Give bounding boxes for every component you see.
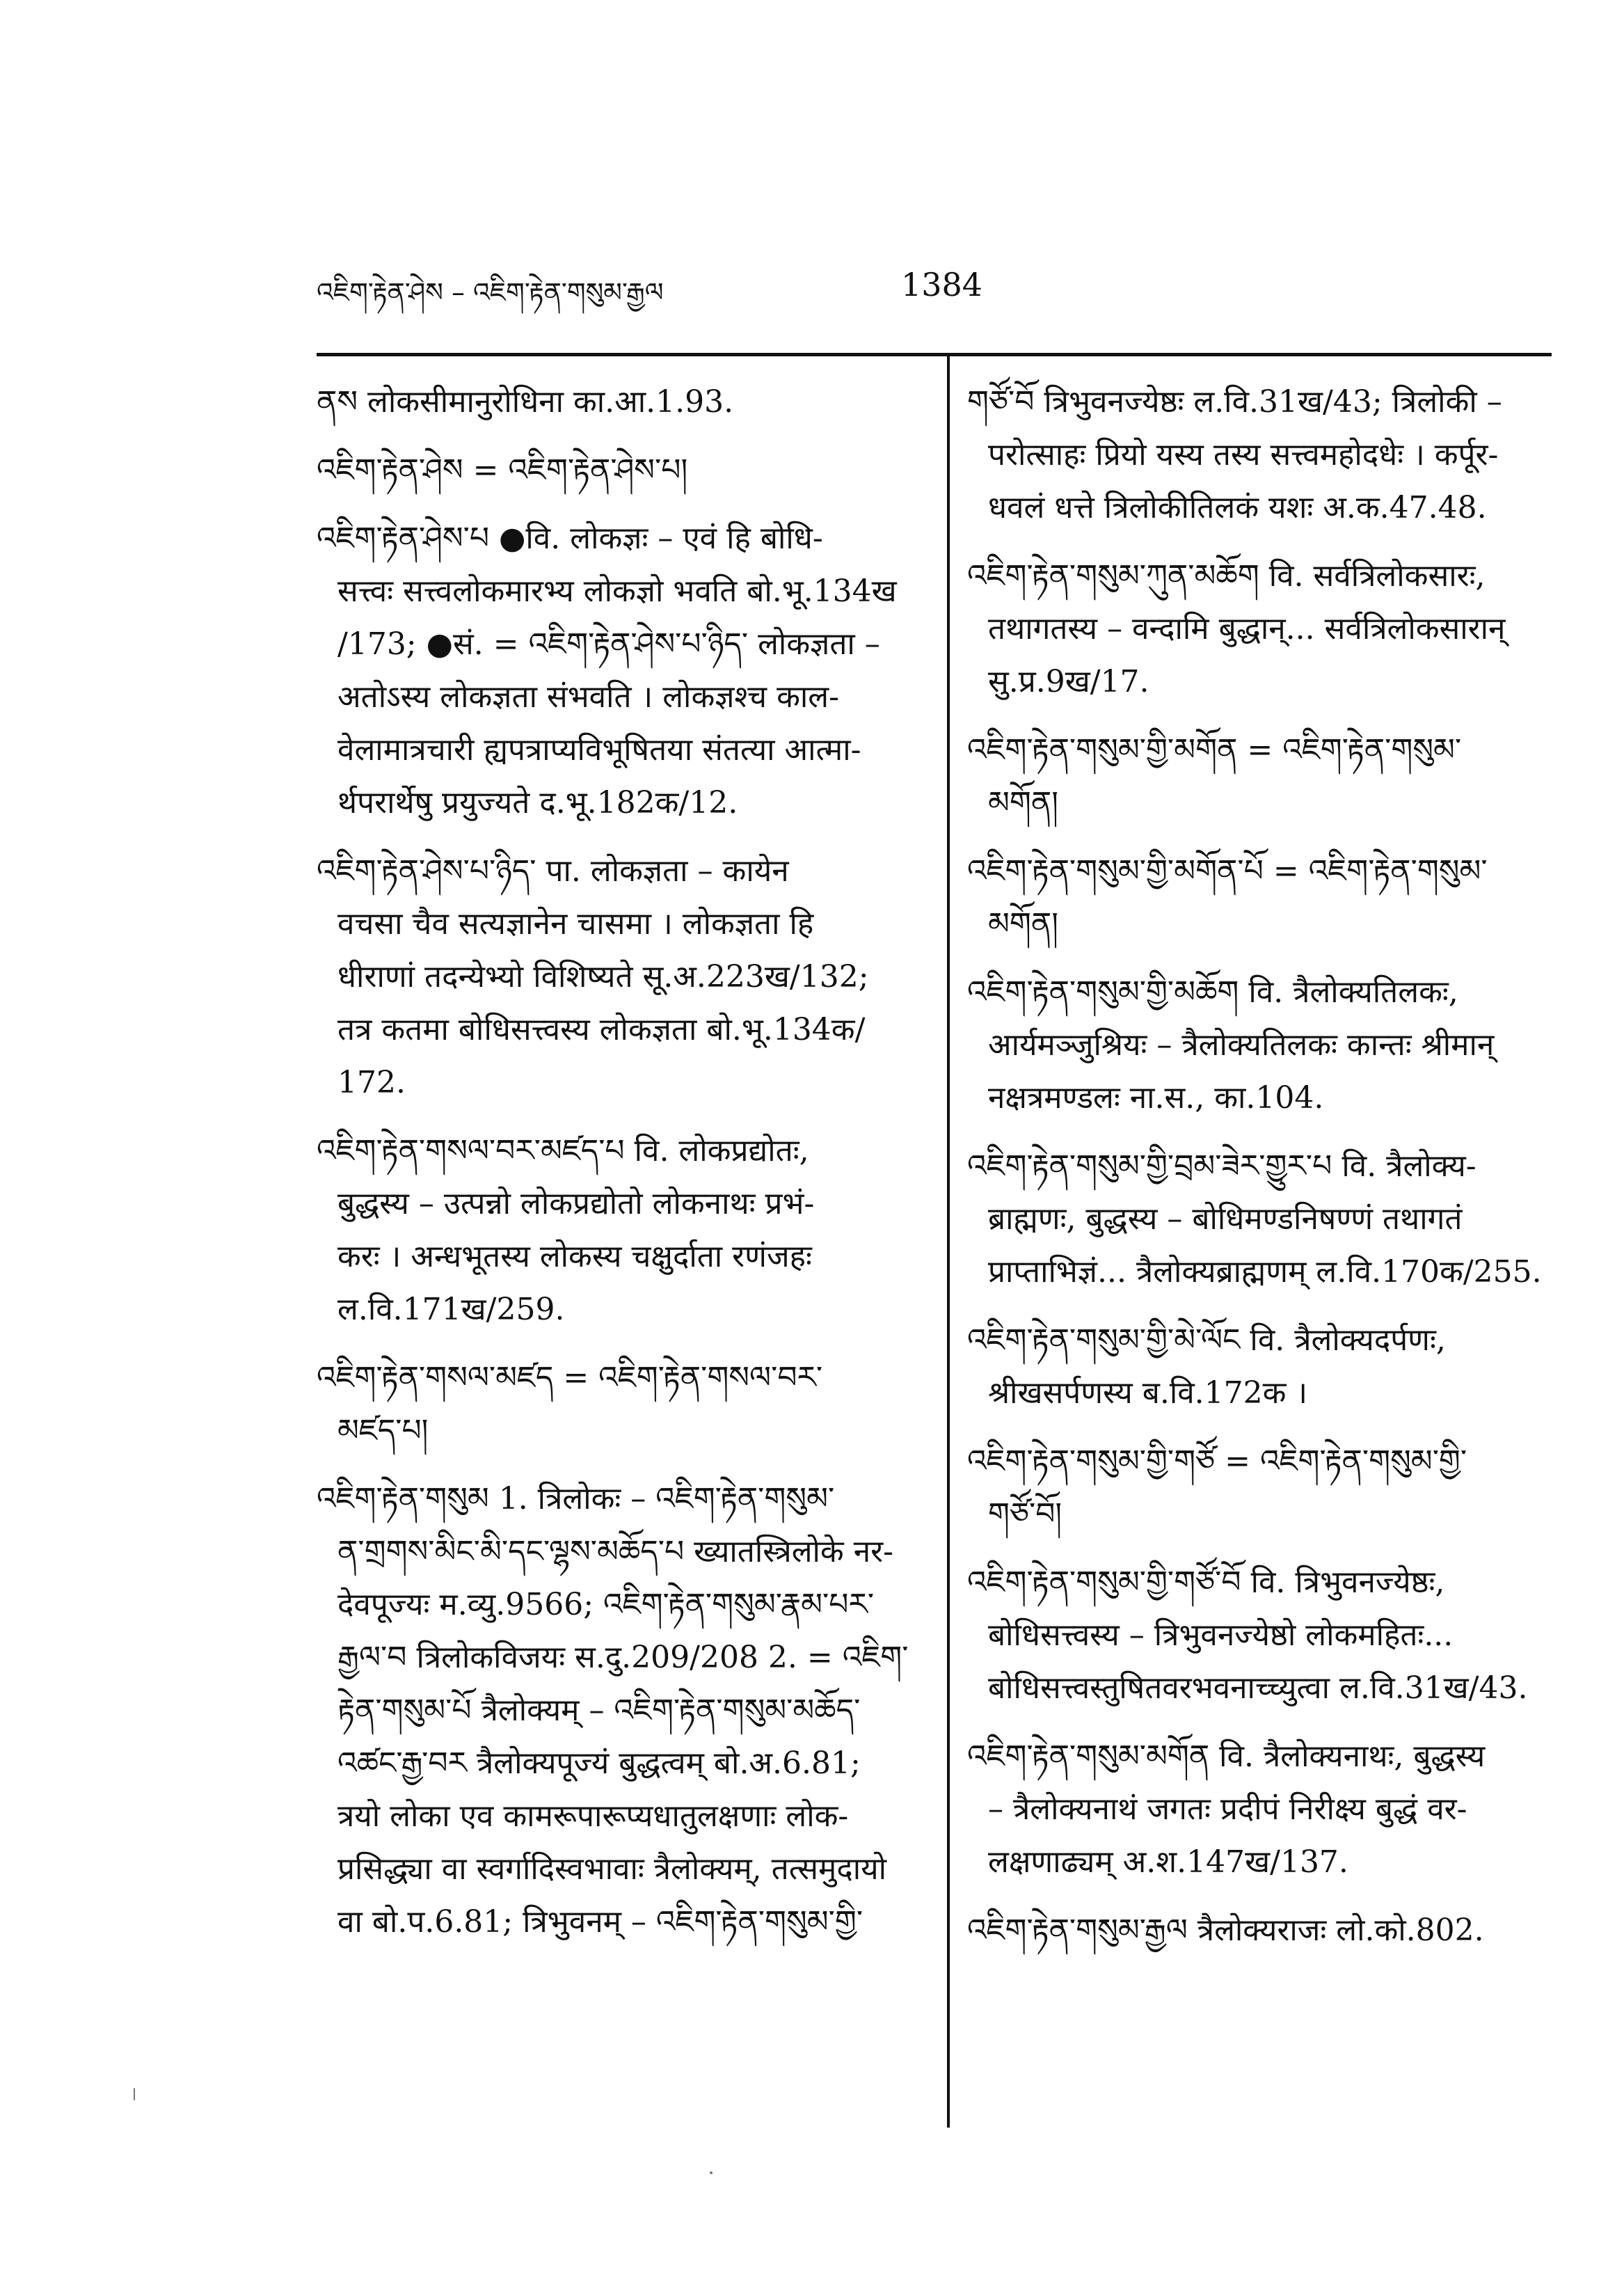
entry-text-line: མཛད་པ། (337, 1413, 429, 1448)
dictionary-entry (967, 1314, 1559, 1420)
entry-text-line: बोधिसत्त्वस्तुषितवरभवनाच्च्युत्वा ल.वि.31ख/43. (988, 1670, 1528, 1706)
entry-text-line: མགོན། (988, 785, 1058, 821)
entry-text-line: /173; ●सं. = འཇིག་རྟེན་ཤེས་པ་ཉིད་ लोकज्ञता – (337, 626, 880, 662)
entry-headword-line: འཇིག་རྟེན་གསུམ་གྱི་མེ་ལོང वि. त्रैलोक्यदर्पणः, (967, 1322, 1446, 1358)
dictionary-entry (967, 1140, 1559, 1299)
entry-headword-line: འཇིག་རྟེན་གསལ་བར་མཛད་པ वि. लोकप्रद्योतः, (317, 1133, 809, 1169)
entry-headword-line: འཇིག་རྟེན་གསུམ་གྱི་གཙོ = འཇིག་རྟེན་གསུམ་གྱི་ (967, 1443, 1467, 1479)
entry-headword-line: འཇིག་རྟེན་ཤེས་པ་ཉིད་ पा. लोकज्ञता – कायेन (317, 853, 789, 889)
entry-text-line: त्रयो लोका एव कामरूपारूप्यधातुलक्षणाः लोक- (337, 1798, 849, 1834)
right-column (967, 376, 1559, 1972)
dictionary-entry (317, 376, 915, 429)
entry-text-line: གཙོ་བོ། (988, 1496, 1062, 1532)
entry-headword-line: འཇིག་རྟེན་གསུམ་རྒྱལ त्रैलोक्यराजः लो.को.802. (967, 1913, 1484, 1948)
dictionary-entry (967, 1730, 1559, 1889)
dictionary-entry (317, 1125, 915, 1336)
entry-headword-line: འཇིག་རྟེན་གསུམ 1. त्रिलोकः – འཇིག་རྟེན་གསུམ་ (317, 1481, 835, 1517)
dictionary-entry (967, 376, 1559, 535)
entry-headword-line: འཇིག་རྟེན་གསུམ་གྱི་མགོན་པོ = འཇིག་རྟེན་གསུམ་ (967, 853, 1488, 889)
entry-text-line: देवपूज्यः म.व्यु.9566; འཇིག་རྟེན་གསུམ་རྣམ་པར་ (337, 1587, 875, 1622)
scan-speck (134, 2088, 135, 2100)
dictionary-entry (317, 444, 915, 497)
entry-text-line: प्राप्ताभिज्ञं... त्रैलोक्यब्राह्मणम् ल.वि.170क/255. (988, 1254, 1542, 1290)
entry-text-line: र्थपरार्थेषु प्रयुज्यते द.भू.182क/12. (337, 785, 738, 821)
entry-text-line: ब्राह्मणः, बुद्धस्य – बोधिमण्डनिषण्णं तथागतं (988, 1201, 1463, 1237)
entry-text-line: རྟེན་གསུམ་པོ त्रैलोक्यम् – འཇིག་རྟེན་གསུམ་མཆོད་ (337, 1693, 861, 1728)
entry-text-line: अतोऽस्य लोकज्ञता संभवति । लोकज्ञश्च काल- (337, 679, 839, 715)
entry-text-line: འཚང་རྒྱ་བར त्रैलोक्यपूज्यं बुद्धत्वम् बो.अ.6.81; (337, 1745, 861, 1781)
dictionary-entry (967, 1435, 1559, 1541)
entry-text-line: बोधिसत्त्वस्य – त्रिभुवनज्येष्ठो लोकमहितः... (988, 1617, 1454, 1653)
entry-headword-line: འཇིག་རྟེན་ཤེས = འཇིག་རྟེན་ཤེས་པ། (317, 452, 688, 488)
dictionary-entry (317, 1473, 915, 1949)
dictionary-entry (967, 966, 1559, 1125)
entry-text-line: तत्र कतमा बोधिसत्त्वस्य लोकज्ञता बो.भू.134क/ (337, 1012, 866, 1047)
scan-speck (710, 2171, 713, 2174)
column-divider (947, 356, 950, 2128)
entry-text-line: རྒྱལ་བ त्रिलोकविजयः स.दु.209/208 2. = འཇིག་ (337, 1640, 909, 1675)
running-header: འཇིག་རྟེན་ཤེས – འཇིག་རྟེན་གསུམ་རྒྱལ (317, 277, 664, 308)
entry-text-line: 172. (337, 1065, 406, 1100)
entry-text-line: – त्रैलोक्यनाथं जगतः प्रदीपं निरीक्ष्य बुद्धं वर- (988, 1791, 1467, 1827)
dictionary-entry (317, 512, 915, 830)
entry-text-line: आर्यमञ्जुश्रियः – त्रैलोक्यतिलकः कान्तः श्रीमान् (988, 1027, 1495, 1063)
entry-headword-line: འཇིག་རྟེན་གསུམ་གྱི་མཆོག वि. त्रैलोक्यतिलकः, (967, 974, 1458, 1010)
entry-text-line: करः । अन्धभूतस्य लोकस्य चक्षुर्दाता रणंजहः (337, 1239, 812, 1274)
entry-text-line: सत्त्वः सत्त्वलोकमारभ्य लोकज्ञो भवति बो.भू.134ख (337, 573, 897, 609)
entry-headword-line: འཇིག་རྟེན་ཤེས་པ ●वि. लोकज्ञः – एवं हि बोधि- (317, 521, 823, 556)
header-rule (317, 353, 1552, 356)
entry-text-line: ल.वि.171ख/259. (337, 1292, 565, 1327)
entry-text-line: धवलं धत्ते त्रिलोकीतिलकं यशः अ.क.47.48. (988, 490, 1487, 525)
dictionary-entry (967, 1556, 1559, 1715)
dictionary-entry (317, 1352, 915, 1457)
entry-text-line: वेलामात्रचारी ह्यपत्राप्यविभूषितया संतत्या आत्मा- (337, 732, 861, 768)
entry-text-line: बुद्धस्य – उत्पन्नो लोकप्रद्योतो लोकनाथः प्रभं- (337, 1186, 815, 1221)
left-column (317, 376, 915, 1964)
dictionary-entry (967, 550, 1559, 708)
entry-headword-line: འཇིག་རྟེན་གསལ་མཛད = འཇིག་རྟེན་གསལ་བར་ (317, 1360, 823, 1395)
entry-headword-line: འཇིག་རྟེན་གསུམ་གྱི་གཙོ་བོ वि. त्रिभुवनज्येष्ठः, (967, 1565, 1445, 1600)
entry-text-line: ན་གྲགས་མིང་མི་དང་ལྷས་མཆོད་པ ख्यातस्त्रिलोके नर- (337, 1534, 893, 1569)
entry-text-line: तथागतस्य – वन्दामि बुद्धान्... सर्वत्रिलोकसारान् (988, 611, 1506, 647)
entry-headword-line: འཇིག་རྟེན་གསུམ་གྱི་བྲམ་ཟེར་གྱུར་པ वि. त्रैलोक्य- (967, 1148, 1476, 1184)
dictionary-entry (967, 724, 1559, 830)
entry-headword-line: ནས लोकसीमानुरोधिना का.आ.1.93. (317, 384, 734, 420)
entry-headword-line: འཇིག་རྟེན་གསུམ་མགོན वि. त्रैलोक्यनाथः, बुद्धस्य (967, 1739, 1486, 1774)
entry-text-line: वा बो.प.6.81; त्रिभुवनम् – འཇིག་རྟེན་གསུམ་གྱི་ (337, 1904, 863, 1940)
page-number: 1384 (901, 266, 983, 303)
dictionary-entry (967, 845, 1559, 951)
entry-text-line: श्रीखसर्पणस्य ब.वि.172क । (988, 1375, 1308, 1411)
entry-headword-line: གཙོ་བོ त्रिभुवनज्येष्ठः ल.वि.31ख/43; त्रिलोकी – (967, 384, 1502, 420)
entry-text-line: མགོན། (988, 906, 1058, 942)
entry-text-line: लक्षणाढ्यम् अ.श.147ख/137. (988, 1844, 1348, 1880)
entry-text-line: नक्षत्रमण्डलः ना.स., का.104. (988, 1080, 1324, 1116)
entry-text-line: सु.प्र.9ख/17. (988, 664, 1149, 699)
entry-text-line: परोत्साहः प्रियो यस्य तस्य सत्त्वमहोदधेः । कर्पूर- (988, 437, 1499, 473)
entry-headword-line: འཇིག་རྟེན་གསུམ་གྱི་མགོན = འཇིག་རྟེན་གསུམ་ (967, 732, 1462, 768)
entry-text-line: वचसा चैव सत्यज्ञानेन चासमा । लोकज्ञता हि (337, 906, 814, 942)
entry-headword-line: འཇིག་རྟེན་གསུམ་ཀུན་མཆོག वि. सर्वत्रिलोकसारः, (967, 558, 1486, 594)
entry-text-line: प्रसिद्ध्या वा स्वर्गादिस्वभावाः त्रैलोक्यम्, तत्समुदायो (337, 1851, 887, 1887)
dictionary-entry (967, 1904, 1559, 1957)
dictionary-entry (317, 845, 915, 1109)
entry-text-line: धीराणां तदन्येभ्यो विशिष्यते सू.अ.223ख/132; (337, 959, 869, 995)
